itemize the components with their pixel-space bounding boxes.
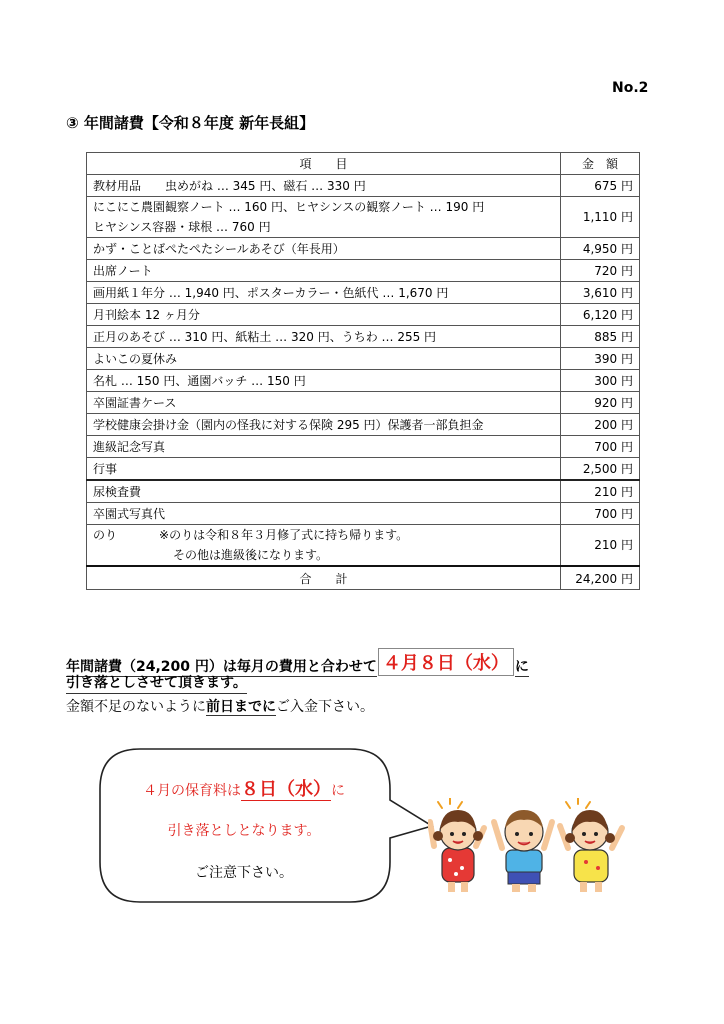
item-cell: 出席ノート: [87, 260, 561, 282]
bubble-line-3: ご注意下さい。: [195, 865, 293, 881]
amount-cell: 720 円: [561, 260, 640, 282]
item-line: にこにこ農園観察ノート … 160 円、ヒヤシンスの観察ノート … 190 円: [93, 200, 485, 214]
amount-cell: 210 円: [561, 480, 640, 503]
bubble-line-2: 引き落としとなります。: [167, 823, 321, 839]
notice-text: 年間諸費（24,200 円）は毎月の費用と合わせて: [66, 659, 377, 675]
notice-line-2: 引き落としさせて頂きます。: [66, 672, 247, 694]
deadline-emphasis: 前日までに: [206, 699, 276, 715]
item-note: その他は進級後になります。: [173, 548, 329, 562]
amount-cell: 675 円: [561, 175, 640, 197]
amount-cell: 390 円: [561, 348, 640, 370]
girl-right-figure: [560, 810, 622, 892]
amount-cell: 210 円: [561, 525, 640, 567]
amount-cell: 1,110 円: [561, 197, 640, 238]
amount-cell: 6,120 円: [561, 304, 640, 326]
item-cell: 進級記念写真: [87, 436, 561, 458]
page-number: No.2: [612, 80, 649, 96]
item-cell: 教材用品 虫めがね … 345 円、磁石 … 330 円: [87, 175, 561, 197]
bubble-text: に: [331, 783, 345, 799]
amount-cell: 3,610 円: [561, 282, 640, 304]
item-cell: よいこの夏休み: [87, 348, 561, 370]
column-header-item: 項 目: [87, 153, 561, 175]
notice-text: ご入金下さい。: [276, 699, 374, 715]
item-cell: 名札 … 150 円、通園バッチ … 150 円: [87, 370, 561, 392]
item-cell: 卒園式写真代: [87, 503, 561, 525]
item-cell: かず・ことばぺたぺたシールあそび（年長用）: [87, 238, 561, 260]
amount-cell: 700 円: [561, 503, 640, 525]
item-line: ヒヤシンス容器・球根 … 760 円: [93, 220, 271, 234]
notice-text: に: [514, 659, 529, 675]
item-cell: 正月のあそび … 310 円、紙粘土 … 320 円、うちわ … 255 円: [87, 326, 561, 348]
item-cell: 学校健康会掛け金（園内の怪我に対する保険 295 円）保護者一部負担金: [87, 414, 561, 436]
bubble-text: ４月の保育料は: [143, 783, 241, 799]
total-label: 合 計: [87, 566, 561, 590]
item-note: ※のりは令和８年３月修了式に持ち帰ります。: [159, 528, 409, 542]
amount-cell: 2,500 円: [561, 458, 640, 481]
total-amount: 24,200 円: [561, 566, 640, 590]
boy-middle-figure: [494, 810, 552, 892]
amount-cell: 920 円: [561, 392, 640, 414]
amount-cell: 200 円: [561, 414, 640, 436]
item-cell: 画用紙１年分 … 1,940 円、ポスターカラー・色紙代 … 1,670 円: [87, 282, 561, 304]
item-cell: 月刊絵本 12 ヶ月分: [87, 304, 561, 326]
item-cell: 卒園証書ケース: [87, 392, 561, 414]
column-header-amount: 金 額: [561, 153, 640, 175]
bubble-line-1: [104, 775, 384, 801]
amount-cell: 4,950 円: [561, 238, 640, 260]
children-illustration: [428, 798, 628, 898]
amount-cell: 700 円: [561, 436, 640, 458]
item-name: のり: [93, 528, 118, 542]
notice-text: 金額不足のないように: [66, 699, 206, 715]
item-cell: 尿検査費: [87, 480, 561, 503]
payment-date: ４月８日（水）: [378, 648, 514, 676]
girl-left-figure: [430, 810, 484, 892]
amount-cell: 300 円: [561, 370, 640, 392]
bubble-date: ８日（水）: [241, 779, 331, 800]
item-cell: 行事: [87, 458, 561, 481]
section-title: ③ 年間諸費【令和８年度 新年長組】: [66, 114, 315, 132]
amount-cell: 885 円: [561, 326, 640, 348]
